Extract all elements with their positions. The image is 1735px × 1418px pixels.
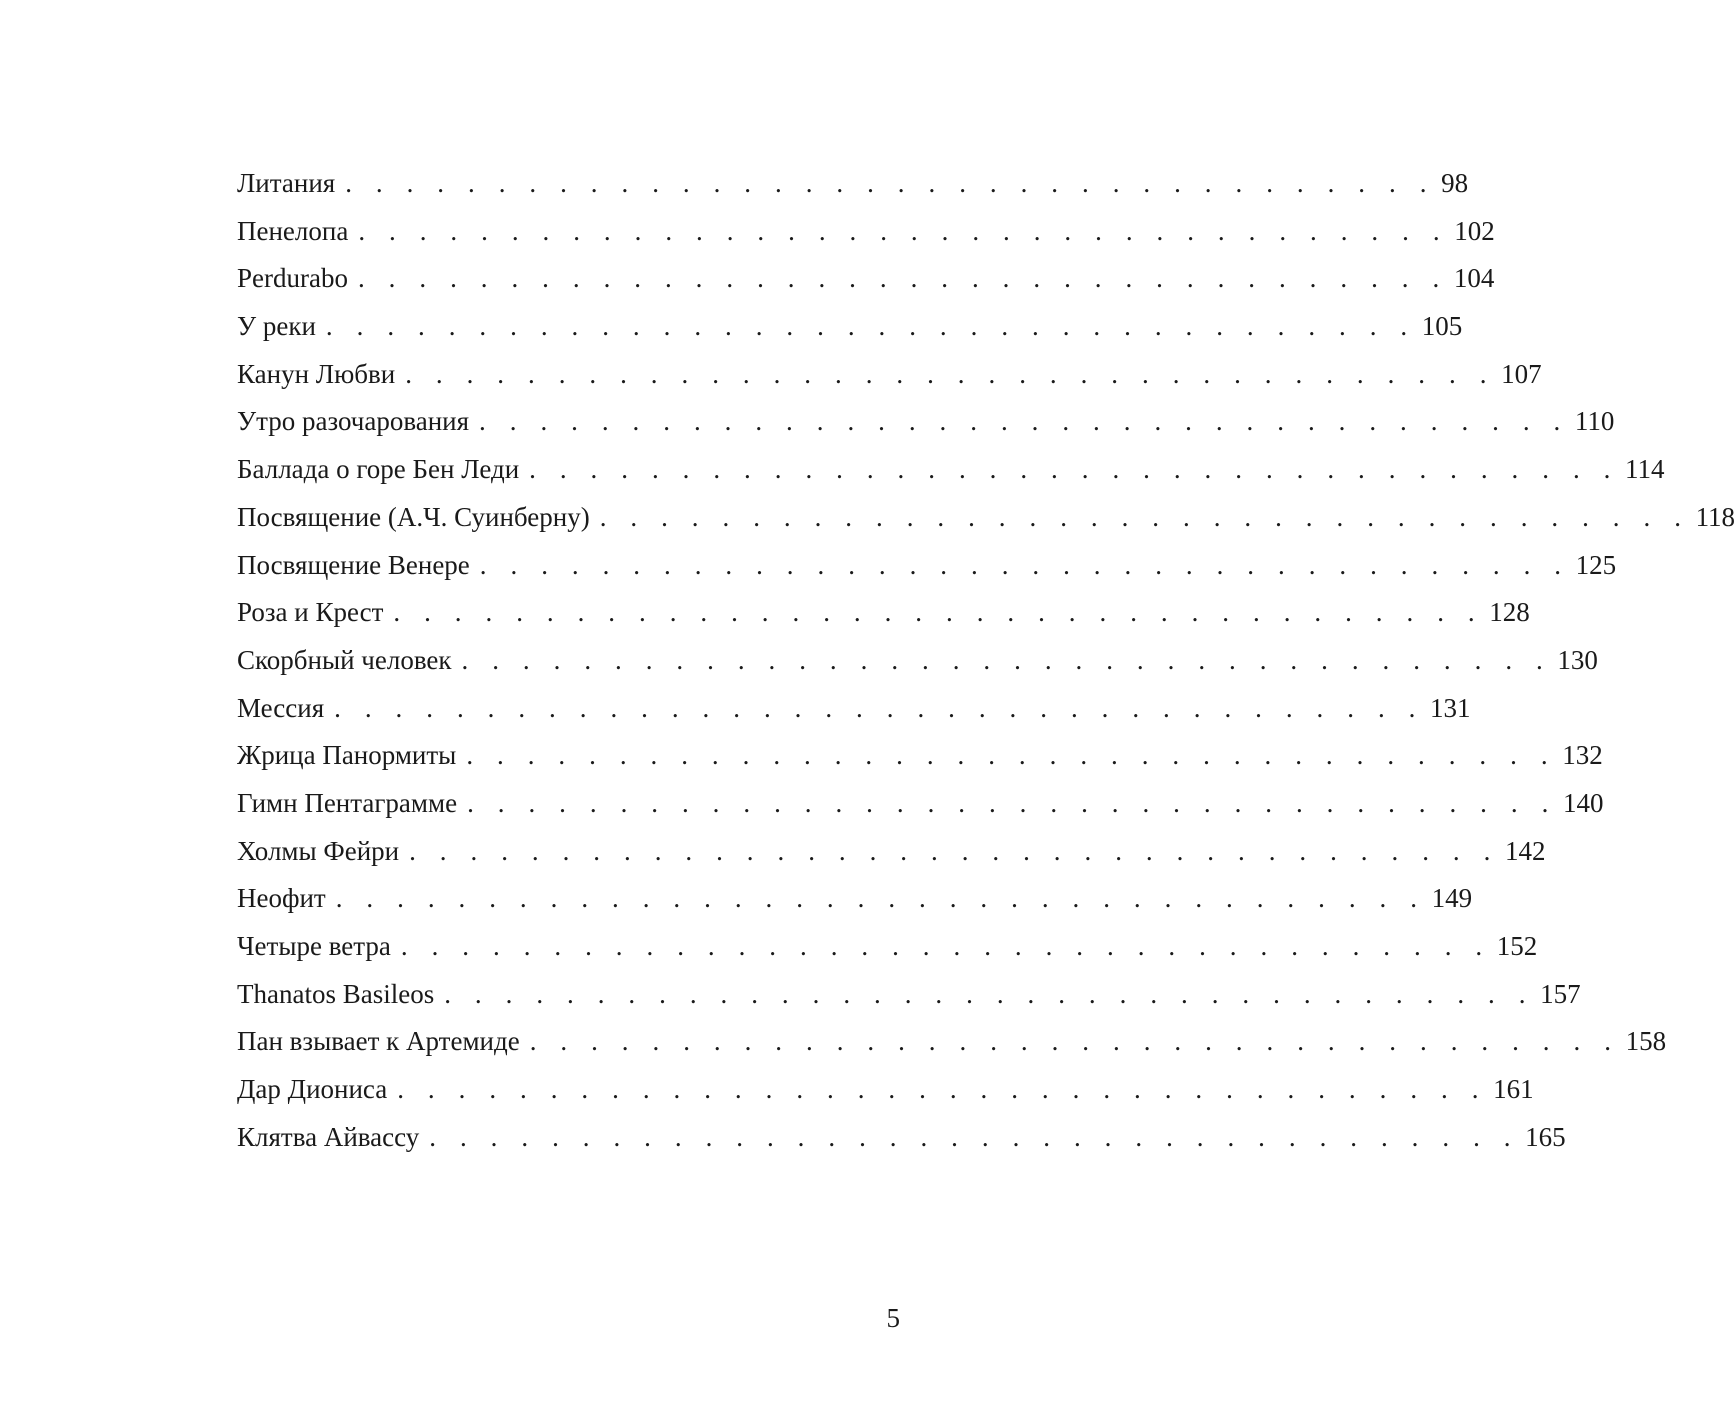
toc-entry-page: 128 (1489, 597, 1530, 628)
toc-entry-title: Perdurabo (237, 263, 348, 294)
toc-entry-page: 104 (1453, 263, 1495, 294)
toc-entry-title: Посвящение (А.Ч. Суинберну) (237, 501, 590, 532)
toc-entry-page: 107 (1501, 358, 1542, 389)
toc-entry-title: Пан взывает к Артемиде (237, 1026, 520, 1057)
toc-entry-page: 140 (1562, 787, 1604, 818)
toc-entry-page: 125 (1575, 549, 1617, 580)
toc-entry-title: Посвящение Венере (237, 549, 470, 580)
toc-entry[interactable] (237, 160, 1469, 208)
toc-leader-dots: . . . . . . . . . . . . . . . . . . . . . . . . . . . . . . . . . . . . (397, 1074, 1488, 1105)
toc-entry-title: Неофит (237, 883, 326, 914)
toc-entry-title: Пенелопа (237, 215, 349, 246)
toc-entry-title: Жрица Панормиты (237, 740, 457, 771)
toc-entry[interactable] (237, 732, 1603, 780)
toc-entry-title: У реки (237, 311, 316, 342)
toc-leader-dots: . . . . . . . . . . . . . . . . . . . . . . . . . . . . . . . . . . . . (467, 787, 1557, 818)
toc-entry[interactable] (237, 637, 1598, 685)
toc-entry[interactable] (237, 446, 1665, 494)
toc-entry[interactable] (237, 1066, 1534, 1114)
toc-entry[interactable] (237, 351, 1542, 399)
toc-entry-page: 98 (1441, 168, 1469, 198)
toc-entry-title: Литания (237, 168, 336, 198)
toc-entry-page: 114 (1625, 454, 1665, 485)
toc-leader-dots: . . . . . . . . . . . . . . . . . . . . . . . . . . . . . . . . . . . . (461, 644, 1552, 675)
toc-leader-dots: . . . . . . . . . . . . . . . . . . . . . . . . . . . . . . . . . . . . (479, 406, 1569, 437)
toc-entry-page: 149 (1431, 883, 1473, 914)
toc-leader-dots: . . . . . . . . . . . . . . . . . . . . . . . . . . . . . . . . . . . . (358, 215, 1449, 246)
toc-entry[interactable] (237, 971, 1581, 1019)
toc-entry[interactable] (237, 208, 1495, 256)
toc-leader-dots: . . . . . . . . . . . . . . . . . . . . . . . . . . . . . . . . . . . . (405, 358, 1496, 389)
toc-entry[interactable] (237, 255, 1495, 303)
toc-entry-title: Скорбный человек (237, 644, 452, 675)
toc-leader-dots: . . . . . . . . . . . . . . . . . . . . . . . . . . . . . . . . . . . . (529, 1026, 1620, 1057)
toc-leader-dots: . . . . . . . . . . . . . . . . . . . . . . . . . . . . . . . . . . . . (529, 454, 1620, 485)
toc-entry-title: Баллада о горе Бен Леди (237, 454, 520, 485)
toc-entry[interactable] (237, 685, 1471, 733)
toc-entry[interactable] (237, 303, 1463, 351)
toc-entry-page: 102 (1454, 215, 1495, 246)
toc-entry-title: Мессия (237, 692, 325, 723)
toc-leader-dots: . . . . . . . . . . . . . . . . . . . . . . . . . . . . . . . . . . . . (409, 835, 1499, 866)
toc-leader-dots: . . . . . . . . . . . . . . . . . . . . . . . . . . . . . . . . . . . . (393, 597, 1484, 628)
toc-entry-title: Гимн Пентаграмме (237, 787, 458, 818)
toc-entry[interactable] (237, 923, 1538, 971)
toc-leader-dots: . . . . . . . . . . . . . . . . . . . . . . . . . . . . . . . . . . . . (334, 692, 1425, 723)
page-number: 5 (886, 1303, 900, 1333)
toc-entry-page: 110 (1574, 406, 1615, 437)
toc-entry-title: Утро разочарования (237, 406, 470, 437)
toc-leader-dots: . . . . . . . . . . . . . . . . . . . . . . . . . . . . . . . . . . . . (479, 549, 1570, 580)
toc-leader-dots: . . . . . . . . . . . . . . . . . . . . . . . . . . . . . . . . . . . . (599, 501, 1690, 532)
toc-entry-page: 142 (1504, 835, 1546, 866)
toc-entry-title: Клятва Айвассу (237, 1121, 420, 1152)
toc-entry-title: Холмы Фейри (237, 835, 400, 866)
toc-leader-dots: . . . . . . . . . . . . . . . . . . . . . . . . . . . . . . . . . . . . (345, 168, 1436, 198)
toc-entry-title: Канун Любви (237, 358, 396, 389)
toc-entry[interactable] (237, 1018, 1667, 1066)
toc-entry-page: 118 (1695, 501, 1735, 532)
toc-leader-dots: . . . . . . . . . . . . . . . . . . . . . . . . . . . . . . . . . . . . (335, 883, 1426, 914)
toc-entry[interactable] (237, 398, 1615, 446)
toc-entry-page: 157 (1540, 978, 1581, 1009)
toc-leader-dots: . . . . . . . . . . . . . . . . . . . . . . . . . . . . . . . . . . . . (429, 1121, 1520, 1152)
toc-entry-title: Четыре ветра (237, 931, 391, 961)
table-of-contents (237, 160, 1735, 1161)
toc-entry-page: 131 (1430, 692, 1471, 723)
toc-entry-page: 152 (1496, 931, 1538, 961)
toc-entry[interactable] (237, 875, 1473, 923)
toc-entry-title: Thanatos Basileos (237, 978, 435, 1009)
toc-entry[interactable] (237, 494, 1735, 542)
toc-entry[interactable] (237, 589, 1530, 637)
toc-entry-page: 165 (1525, 1121, 1566, 1152)
toc-entry-page: 105 (1421, 311, 1463, 342)
toc-entry[interactable] (237, 1114, 1566, 1162)
toc-entry-page: 130 (1557, 644, 1598, 675)
toc-leader-dots: . . . . . . . . . . . . . . . . . . . . . . . . . . . . . . . . . . . . (444, 978, 1535, 1009)
toc-entry-page: 161 (1493, 1074, 1534, 1105)
toc-leader-dots: . . . . . . . . . . . . . . . . . . . . . . . . . . . . . . . . . . . . (325, 311, 1416, 342)
toc-entry[interactable] (237, 828, 1546, 876)
toc-entry-title: Дар Диониса (237, 1074, 388, 1105)
toc-entry-page: 158 (1625, 1026, 1667, 1057)
toc-leader-dots: . . . . . . . . . . . . . . . . . . . . . . . . . . . . . . . . . . . . (400, 931, 1491, 961)
toc-leader-dots: . . . . . . . . . . . . . . . . . . . . . . . . . . . . . . . . . . . . (466, 740, 1557, 771)
toc-entry-title: Роза и Крест (237, 597, 384, 628)
toc-entry-page: 132 (1562, 740, 1603, 771)
toc-entry[interactable] (237, 780, 1604, 828)
toc-entry[interactable] (237, 542, 1617, 590)
toc-leader-dots: . . . . . . . . . . . . . . . . . . . . . . . . . . . . . . . . . . . . (357, 263, 1448, 294)
